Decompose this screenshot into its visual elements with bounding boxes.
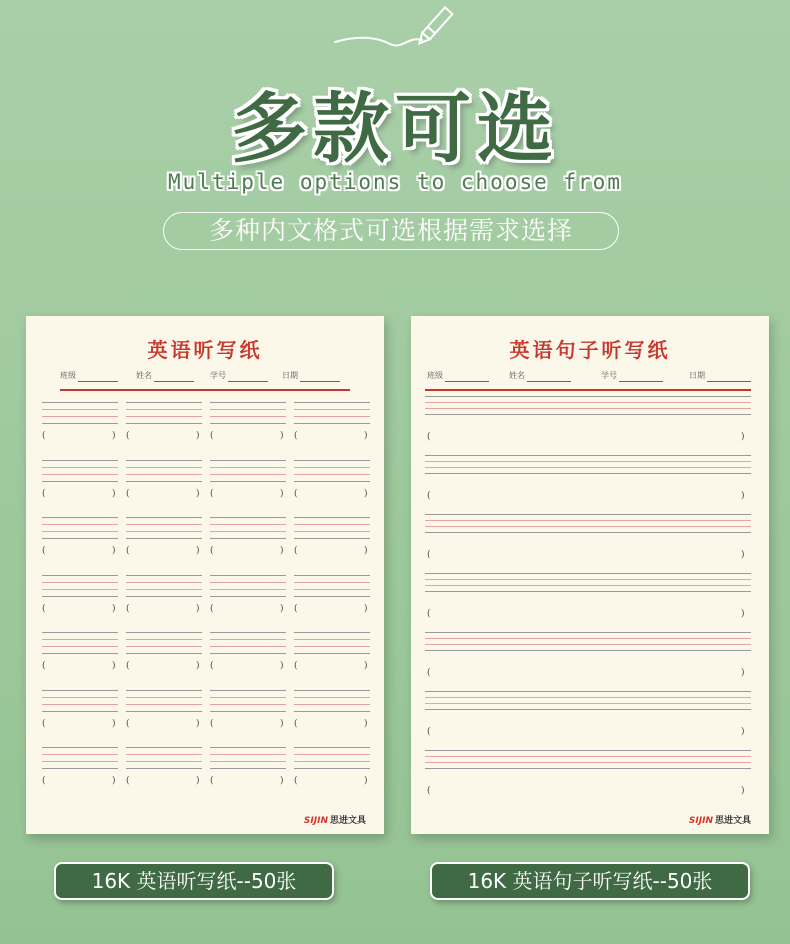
guide-line — [425, 467, 751, 468]
guide-line — [210, 575, 286, 576]
guide-line — [210, 474, 286, 475]
guide-line — [294, 460, 370, 461]
guide-line — [210, 460, 286, 461]
answer-bracket: ) — [112, 546, 116, 556]
guide-line — [42, 531, 118, 532]
product-caption-words: 16K 英语听写纸--50张 — [54, 862, 334, 900]
guide-line — [294, 531, 370, 532]
answer-bracket: ) — [112, 718, 116, 729]
answer-bracket: ) — [364, 718, 368, 729]
guide-line — [42, 474, 118, 475]
guide-line — [210, 481, 286, 482]
answer-bracket: ) — [280, 546, 284, 556]
guide-line — [42, 582, 118, 583]
answer-bracket: ( — [427, 668, 431, 678]
guide-line — [126, 524, 202, 525]
guide-line — [425, 768, 751, 769]
guide-line — [425, 697, 751, 698]
guide-line — [42, 639, 118, 640]
guide-line — [126, 653, 202, 654]
guide-line — [210, 409, 286, 410]
header-field-label: 姓名 — [509, 371, 525, 380]
pencil-icon — [330, 6, 460, 66]
answer-bracket: ) — [196, 546, 200, 556]
answer-bracket: ) — [196, 661, 200, 671]
answer-bracket: ( — [42, 718, 46, 729]
sheet-title: 英语句子听写纸 — [509, 338, 671, 362]
guide-line — [210, 768, 286, 769]
guide-line — [294, 474, 370, 475]
header-field-underline — [228, 381, 268, 382]
answer-bracket: ) — [741, 491, 745, 501]
guide-line — [210, 596, 286, 597]
guide-line — [210, 517, 286, 518]
guide-line — [42, 761, 118, 762]
guide-line — [294, 697, 370, 698]
guide-line — [42, 467, 118, 468]
guide-line — [294, 761, 370, 762]
answer-bracket: ( — [210, 488, 214, 499]
header-field-underline — [619, 381, 663, 382]
answer-bracket: ) — [741, 786, 745, 796]
guide-line — [294, 575, 370, 576]
answer-bracket: ( — [126, 603, 130, 614]
guide-line — [294, 416, 370, 417]
brand-cn: 思进文具 — [329, 816, 366, 826]
answer-bracket: ( — [210, 546, 214, 556]
header-field-underline — [707, 381, 751, 382]
answer-bracket: ( — [126, 431, 130, 441]
guide-line — [294, 646, 370, 647]
sheet-title: 英语听写纸 — [147, 338, 263, 362]
guide-line — [425, 455, 751, 456]
header-field-underline — [527, 381, 571, 382]
answer-bracket: ( — [294, 603, 298, 614]
guide-line — [425, 750, 751, 751]
guide-line — [425, 526, 751, 527]
guide-line — [126, 768, 202, 769]
guide-line — [294, 409, 370, 410]
guide-line — [42, 423, 118, 424]
answer-bracket: ) — [364, 661, 368, 671]
header-red-rule — [60, 389, 350, 391]
guide-line — [210, 754, 286, 755]
guide-line — [210, 589, 286, 590]
guide-line — [126, 481, 202, 482]
answer-bracket: ) — [196, 718, 200, 729]
answer-bracket: ( — [126, 488, 130, 499]
guide-line — [425, 473, 751, 474]
dictation-sheet-sentences — [411, 316, 769, 834]
guide-line — [425, 650, 751, 651]
brand-latin: SIJIN — [303, 816, 328, 826]
guide-line — [425, 591, 751, 592]
answer-bracket: ( — [427, 550, 431, 560]
answer-bracket: ) — [364, 546, 368, 556]
guide-line — [126, 697, 202, 698]
answer-bracket: ) — [364, 431, 368, 441]
guide-line — [42, 481, 118, 482]
answer-bracket: ( — [126, 718, 130, 729]
guide-line — [425, 573, 751, 574]
guide-line — [425, 762, 751, 763]
guide-line — [210, 639, 286, 640]
guide-line — [210, 402, 286, 403]
page-subtitle: Multiple options to choose from — [168, 170, 622, 194]
guide-line — [126, 754, 202, 755]
header-field-underline — [445, 381, 489, 382]
answer-bracket: ) — [280, 718, 284, 729]
guide-line — [294, 423, 370, 424]
answer-bracket: ) — [280, 776, 284, 786]
guide-line — [126, 538, 202, 539]
answer-bracket: ( — [210, 603, 214, 614]
guide-line — [210, 582, 286, 583]
header-field-label: 班级 — [60, 371, 76, 380]
guide-line — [42, 589, 118, 590]
guide-line — [210, 423, 286, 424]
guide-line — [425, 520, 751, 521]
guide-line — [126, 402, 202, 403]
guide-line — [425, 414, 751, 415]
guide-line — [42, 524, 118, 525]
guide-line — [42, 646, 118, 647]
header-field-label: 学号 — [210, 371, 226, 380]
guide-line — [42, 747, 118, 748]
guide-line — [425, 408, 751, 409]
answer-bracket: ( — [427, 727, 431, 737]
guide-line — [42, 409, 118, 410]
guide-line — [126, 704, 202, 705]
guide-line — [210, 653, 286, 654]
guide-line — [126, 632, 202, 633]
guide-line — [425, 638, 751, 639]
guide-line — [294, 538, 370, 539]
guide-line — [42, 697, 118, 698]
answer-bracket: ) — [364, 776, 368, 786]
answer-bracket: ) — [196, 431, 200, 441]
answer-bracket: ( — [294, 718, 298, 729]
guide-line — [294, 747, 370, 748]
guide-line — [425, 532, 751, 533]
product-caption-sentences: 16K 英语句子听写纸--50张 — [430, 862, 750, 900]
dictation-sheet-words — [26, 316, 384, 834]
guide-line — [425, 703, 751, 704]
guide-line — [294, 632, 370, 633]
answer-bracket: ( — [294, 431, 298, 441]
guide-line — [42, 416, 118, 417]
answer-bracket: ) — [280, 603, 284, 614]
guide-line — [210, 538, 286, 539]
answer-bracket: ) — [741, 727, 745, 737]
guide-line — [42, 653, 118, 654]
answer-bracket: ( — [210, 431, 214, 441]
answer-bracket: ) — [280, 431, 284, 441]
guide-line — [126, 517, 202, 518]
guide-line — [126, 467, 202, 468]
answer-bracket: ) — [280, 488, 284, 499]
guide-line — [42, 517, 118, 518]
answer-bracket: ) — [196, 488, 200, 499]
header-field-underline — [154, 381, 194, 382]
guide-line — [425, 579, 751, 580]
guide-line — [210, 531, 286, 532]
guide-line — [294, 653, 370, 654]
guide-line — [42, 632, 118, 633]
guide-line — [425, 402, 751, 403]
answer-bracket: ) — [364, 603, 368, 614]
guide-line — [42, 402, 118, 403]
answer-bracket: ( — [42, 603, 46, 614]
guide-line — [210, 761, 286, 762]
answer-bracket: ) — [741, 432, 745, 442]
guide-line — [126, 711, 202, 712]
guide-line — [126, 639, 202, 640]
answer-bracket: ( — [427, 491, 431, 501]
guide-line — [425, 756, 751, 757]
answer-bracket: ( — [42, 776, 46, 786]
guide-line — [425, 585, 751, 586]
answer-bracket: ( — [126, 661, 130, 671]
guide-line — [42, 711, 118, 712]
guide-line — [425, 461, 751, 462]
guide-line — [42, 538, 118, 539]
guide-line — [425, 644, 751, 645]
guide-line — [42, 704, 118, 705]
guide-line — [294, 639, 370, 640]
guide-line — [294, 517, 370, 518]
answer-bracket: ) — [112, 776, 116, 786]
header-field-label: 日期 — [689, 371, 705, 380]
answer-bracket: ( — [294, 546, 298, 556]
guide-line — [126, 646, 202, 647]
answer-bracket: ( — [42, 661, 46, 671]
guide-line — [126, 474, 202, 475]
guide-line — [126, 575, 202, 576]
feature-pill: 多种内文格式可选根据需求选择 — [163, 212, 619, 250]
answer-bracket: ( — [42, 431, 46, 441]
guide-line — [210, 697, 286, 698]
answer-bracket: ) — [112, 431, 116, 441]
guide-line — [210, 704, 286, 705]
guide-line — [210, 416, 286, 417]
answer-bracket: ) — [196, 603, 200, 614]
guide-line — [42, 460, 118, 461]
header-field-underline — [78, 381, 118, 382]
answer-bracket: ( — [294, 776, 298, 786]
guide-line — [42, 768, 118, 769]
guide-line — [425, 632, 751, 633]
guide-line — [294, 524, 370, 525]
guide-line — [210, 646, 286, 647]
brand-logo — [304, 813, 366, 826]
answer-bracket: ) — [112, 488, 116, 499]
guide-line — [294, 589, 370, 590]
guide-line — [126, 596, 202, 597]
guide-line — [210, 524, 286, 525]
answer-bracket: ( — [210, 718, 214, 729]
guide-line — [425, 691, 751, 692]
guide-line — [294, 596, 370, 597]
guide-line — [210, 747, 286, 748]
header-red-rule — [425, 389, 751, 391]
guide-line — [126, 761, 202, 762]
guide-line — [126, 423, 202, 424]
answer-bracket: ( — [210, 776, 214, 786]
guide-line — [210, 711, 286, 712]
guide-line — [126, 582, 202, 583]
guide-line — [210, 690, 286, 691]
guide-line — [126, 531, 202, 532]
guide-line — [126, 409, 202, 410]
answer-bracket: ) — [196, 776, 200, 786]
answer-bracket: ( — [427, 432, 431, 442]
guide-line — [210, 632, 286, 633]
brand-cn: 思进文具 — [714, 816, 751, 826]
guide-line — [294, 711, 370, 712]
guide-line — [126, 460, 202, 461]
page-title: 多款可选 — [231, 84, 559, 173]
guide-line — [42, 575, 118, 576]
answer-bracket: ) — [364, 488, 368, 499]
guide-line — [294, 582, 370, 583]
answer-bracket: ( — [126, 546, 130, 556]
answer-bracket: ( — [427, 609, 431, 619]
brand-logo — [689, 813, 751, 826]
guide-line — [126, 589, 202, 590]
guide-line — [294, 402, 370, 403]
answer-bracket: ( — [42, 546, 46, 556]
guide-line — [210, 467, 286, 468]
guide-line — [42, 754, 118, 755]
guide-line — [294, 467, 370, 468]
guide-line — [294, 704, 370, 705]
header-field-label: 学号 — [601, 371, 617, 380]
guide-line — [294, 768, 370, 769]
guide-line — [126, 747, 202, 748]
answer-bracket: ) — [280, 661, 284, 671]
brand-latin: SIJIN — [688, 816, 713, 826]
answer-bracket: ) — [112, 603, 116, 614]
answer-bracket: ( — [126, 776, 130, 786]
header-field-underline — [300, 381, 340, 382]
header-field-label: 姓名 — [136, 371, 152, 380]
header-field-label: 班级 — [427, 371, 443, 380]
answer-bracket: ( — [210, 661, 214, 671]
guide-line — [425, 709, 751, 710]
answer-bracket: ) — [112, 661, 116, 671]
answer-bracket: ( — [294, 661, 298, 671]
guide-line — [126, 416, 202, 417]
guide-line — [294, 690, 370, 691]
guide-line — [425, 396, 751, 397]
guide-line — [42, 690, 118, 691]
guide-line — [42, 596, 118, 597]
answer-bracket: ( — [42, 488, 46, 499]
guide-line — [126, 690, 202, 691]
guide-line — [425, 514, 751, 515]
guide-line — [294, 754, 370, 755]
guide-line — [294, 481, 370, 482]
answer-bracket: ( — [294, 488, 298, 499]
header-field-label: 日期 — [282, 371, 298, 380]
answer-bracket: ) — [741, 550, 745, 560]
answer-bracket: ( — [427, 786, 431, 796]
answer-bracket: ) — [741, 609, 745, 619]
answer-bracket: ) — [741, 668, 745, 678]
